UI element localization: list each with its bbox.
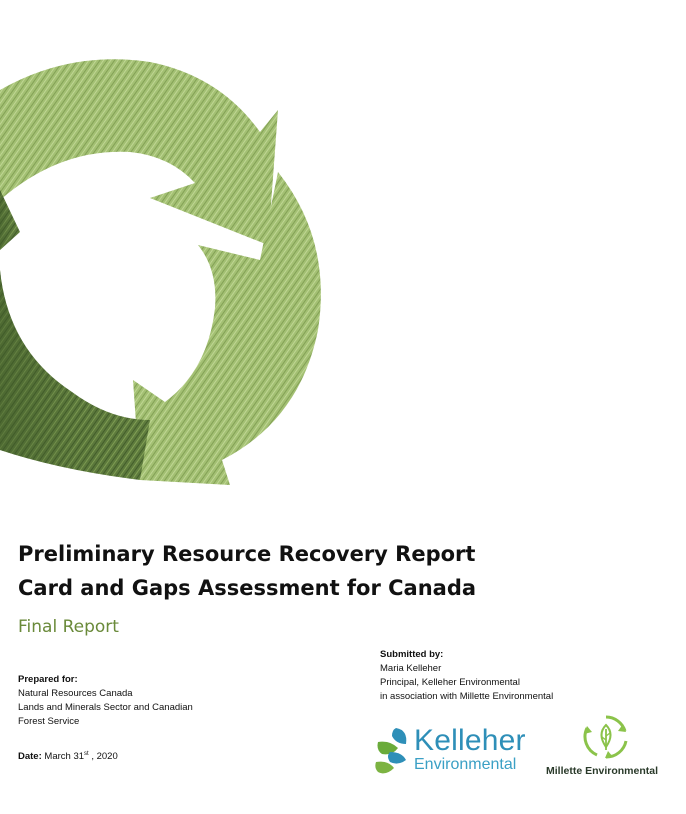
recycle-arrows-graphic [0,40,330,490]
prepared-for-line: Natural Resources Canada [18,688,133,699]
kelleher-sub-wordmark: Environmental [414,756,517,773]
report-subtitle: Final Report [18,617,119,637]
prepared-for-block [18,673,278,729]
submitted-by-line: Maria Kelleher [380,663,442,674]
date-value: March 31 [41,751,85,762]
millette-environmental-logo [546,714,666,780]
recycle-leaf-icon [583,714,629,760]
report-title [18,537,658,605]
submitted-by-line: Principal, Kelleher Environmental [380,677,520,688]
kelleher-wordmark: Kelleher [414,724,526,757]
date-ordinal: st [84,750,89,757]
title-line-2: Card and Gaps Assessment for Canada [18,576,477,600]
prepared-for-line: Lands and Minerals Sector and Canadian [18,702,193,713]
date-year: , 2020 [88,751,118,762]
submitted-by-block [380,648,670,704]
millette-wordmark: Millette Environmental [546,765,659,777]
prepared-for-line: Forest Service [18,716,80,727]
submitted-by-line: in association with Millette Environmental [380,691,554,702]
title-line-1: Preliminary Resource Recovery Report [18,542,476,566]
kelleher-environmental-logo [374,726,546,776]
date-label: Date: [18,751,42,762]
kelleher-leaf-icon [374,726,410,776]
report-date [18,751,118,762]
prepared-for-heading: Prepared for: [18,674,78,685]
submitted-by-heading: Submitted by: [380,649,444,660]
